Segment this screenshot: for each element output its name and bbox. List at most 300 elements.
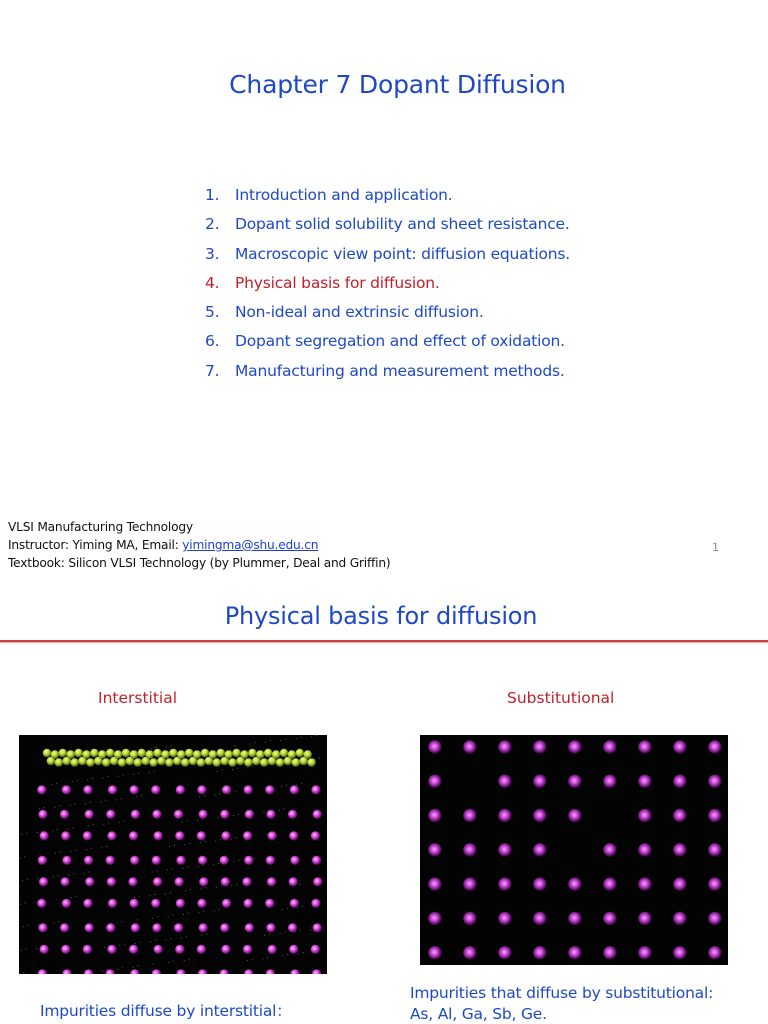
host-atom	[266, 969, 275, 974]
impurity-atom	[67, 750, 75, 758]
noise-dot	[300, 930, 301, 931]
host-atom	[107, 877, 116, 886]
noise-dot	[105, 800, 106, 801]
lattice-atom	[463, 877, 477, 891]
lattice-atom	[463, 946, 477, 960]
host-atom	[39, 877, 48, 886]
host-atom	[131, 923, 140, 932]
noise-dot	[311, 736, 312, 737]
impurity-atom	[288, 750, 296, 758]
impurity-atom	[296, 749, 304, 757]
lattice-atom	[498, 775, 512, 789]
interstitial-lattice-image	[19, 735, 327, 974]
noise-dot	[117, 969, 118, 970]
host-atom	[154, 945, 163, 954]
noise-dot	[301, 737, 302, 738]
noise-dot	[247, 960, 248, 961]
noise-dot	[232, 769, 233, 770]
lattice-atom	[638, 740, 652, 754]
host-atom	[130, 969, 139, 974]
noise-dot	[263, 811, 264, 812]
noise-dot	[216, 887, 217, 888]
noise-dot	[238, 814, 239, 815]
host-atom	[220, 969, 229, 974]
impurity-atom	[209, 750, 217, 758]
host-atom	[37, 899, 46, 908]
host-atom	[312, 969, 321, 974]
noise-dot	[88, 871, 89, 872]
noise-dot	[123, 774, 124, 775]
impurity-atom	[161, 750, 169, 758]
host-atom	[265, 899, 274, 908]
noise-dot	[235, 837, 236, 838]
lattice-atom	[498, 912, 512, 926]
noise-dot	[106, 846, 107, 847]
noise-dot	[133, 967, 134, 968]
host-atom	[152, 856, 161, 865]
host-atom	[85, 923, 94, 932]
noise-dot	[77, 780, 78, 781]
host-atom	[220, 856, 229, 865]
lattice-atom	[708, 843, 722, 857]
impurity-atom	[43, 749, 51, 757]
impurity-atom	[165, 758, 173, 766]
host-atom	[290, 856, 299, 865]
noise-dot	[236, 884, 237, 885]
noise-dot	[124, 944, 125, 945]
noise-dot	[173, 961, 174, 962]
noise-dot	[183, 914, 184, 915]
noise-dot	[70, 805, 71, 806]
host-atom	[221, 831, 230, 840]
noise-dot	[214, 910, 215, 911]
host-atom	[288, 923, 297, 932]
noise-dot	[165, 939, 166, 940]
noise-dot	[51, 784, 52, 785]
host-atom	[84, 969, 93, 974]
noise-dot	[56, 899, 57, 900]
noise-dot	[75, 850, 76, 851]
host-atom	[290, 785, 299, 794]
noise-dot	[76, 896, 77, 897]
lattice-atom	[533, 843, 547, 857]
noise-dot	[60, 851, 61, 852]
impurity-atom	[114, 750, 122, 758]
noise-dot	[213, 864, 214, 865]
noise-dot	[298, 953, 299, 954]
noise-dot	[168, 916, 169, 917]
noise-dot	[58, 875, 59, 876]
impurity-atom	[225, 750, 233, 758]
noise-dot	[233, 861, 234, 862]
lattice-atom	[428, 843, 442, 857]
noise-dot	[188, 913, 189, 914]
noise-dot	[23, 926, 24, 927]
noise-dot	[27, 879, 28, 880]
host-atom	[83, 831, 92, 840]
noise-dot	[247, 767, 248, 768]
host-atom	[60, 923, 69, 932]
host-atom	[62, 899, 71, 908]
substitutional-label: Substitutional	[507, 689, 615, 707]
noise-dot	[168, 962, 169, 963]
noise-dot	[53, 876, 54, 877]
noise-dot	[221, 885, 222, 886]
host-atom	[197, 785, 206, 794]
noise-dot	[199, 796, 200, 797]
impurity-atom	[102, 758, 110, 766]
impurity-atom	[70, 758, 78, 766]
host-atom	[244, 856, 253, 865]
noise-dot	[39, 808, 40, 809]
noise-dot	[281, 786, 282, 787]
noise-dot	[280, 740, 281, 741]
noise-dot	[167, 870, 168, 871]
noise-dot	[54, 807, 55, 808]
host-atom	[151, 785, 160, 794]
substitutional-caption: Impurities that diffuse by substitutional: As, Al, Ga, Sb, Ge.	[410, 984, 714, 1023]
lattice-atom	[708, 946, 722, 960]
impurity-atom	[146, 750, 154, 758]
noise-dot	[137, 919, 138, 920]
host-atom	[222, 899, 231, 908]
noise-dot	[203, 911, 204, 912]
noise-dot	[187, 867, 188, 868]
noise-dot	[135, 943, 136, 944]
impurity-atom	[82, 750, 90, 758]
noise-dot	[134, 897, 135, 898]
noise-dot	[59, 805, 60, 806]
noise-dot	[44, 807, 45, 808]
lattice-atom	[603, 843, 617, 857]
email-link[interactable]: yimingma@shu.edu.cn	[182, 538, 319, 552]
lattice-atom	[533, 912, 547, 926]
noise-dot	[186, 820, 187, 821]
lattice-atom	[673, 775, 687, 789]
noise-dot	[149, 895, 150, 896]
noise-dot	[101, 847, 102, 848]
noise-dot	[153, 964, 154, 965]
lattice-atom	[673, 740, 687, 754]
host-atom	[175, 831, 184, 840]
impurity-atom	[248, 749, 256, 757]
slide-2	[0, 585, 768, 1024]
noise-dot	[108, 822, 109, 823]
noise-dot	[37, 832, 38, 833]
host-atom	[130, 856, 139, 865]
lattice-atom	[498, 740, 512, 754]
host-atom	[176, 899, 185, 908]
noise-dot	[103, 824, 104, 825]
noise-dot	[72, 781, 73, 782]
noise-dot	[152, 918, 153, 919]
noise-dot	[287, 954, 288, 955]
noise-dot	[26, 833, 27, 834]
interstitial-lattice-svg	[19, 735, 327, 974]
lattice-atom	[428, 740, 442, 754]
host-atom	[130, 785, 139, 794]
host-atom	[197, 945, 206, 954]
impurity-atom	[280, 749, 288, 757]
impurity-atom	[228, 758, 236, 766]
impurity-atom	[86, 758, 94, 766]
impurity-atom	[98, 750, 106, 758]
host-atom	[289, 945, 298, 954]
impurity-atom	[149, 758, 157, 766]
impurity-atom	[138, 749, 146, 757]
lattice-atom	[638, 912, 652, 926]
toc-item: 1. Introduction and application.	[205, 186, 453, 204]
noise-dot	[303, 952, 304, 953]
host-atom	[175, 877, 184, 886]
host-atom	[311, 899, 320, 908]
toc-item-active: 4. Physical basis for diffusion.	[205, 273, 440, 292]
lattice-atom	[673, 877, 687, 891]
noise-dot	[150, 941, 151, 942]
noise-dot	[53, 922, 54, 923]
host-atom	[199, 923, 208, 932]
noise-dot	[122, 967, 123, 968]
impurity-atom	[181, 758, 189, 766]
noise-dot	[20, 904, 21, 905]
noise-dot	[154, 771, 155, 772]
noise-dot	[25, 948, 26, 949]
host-atom	[311, 945, 320, 954]
lattice-atom	[638, 877, 652, 891]
impurity-atom	[185, 749, 193, 757]
impurity-atom	[193, 750, 201, 758]
noise-dot	[299, 884, 300, 885]
host-atom	[40, 945, 49, 954]
noise-dot	[72, 827, 73, 828]
course-name: VLSI Manufacturing Technology	[8, 520, 193, 534]
lattice-atom	[673, 946, 687, 960]
lattice-atom	[498, 877, 512, 891]
lattice-atom	[463, 809, 477, 823]
host-atom	[106, 923, 115, 932]
host-atom	[266, 810, 275, 819]
host-atom	[244, 899, 253, 908]
host-atom	[199, 810, 208, 819]
noise-dot	[19, 858, 20, 859]
noise-dot	[302, 906, 303, 907]
noise-dot	[166, 747, 167, 748]
host-atom	[197, 899, 206, 908]
host-atom	[151, 899, 160, 908]
noise-dot	[286, 785, 287, 786]
impurity-atom	[240, 750, 248, 758]
impurity-atom	[51, 750, 59, 758]
noise-dot	[310, 929, 311, 930]
noise-dot	[171, 745, 172, 746]
lattice-atom	[568, 775, 582, 789]
impurity-atom	[276, 758, 284, 766]
impurity-atom	[197, 758, 205, 766]
noise-dot	[85, 803, 86, 804]
host-atom	[84, 856, 93, 865]
impurity-atom	[292, 758, 300, 766]
impurity-atom	[55, 758, 63, 766]
host-atom	[290, 969, 299, 974]
noise-dot	[182, 822, 183, 823]
noise-dot	[172, 868, 173, 869]
noise-dot	[100, 801, 101, 802]
host-atom	[176, 856, 185, 865]
noise-dot	[141, 795, 142, 796]
noise-dot	[88, 825, 89, 826]
lattice-atom	[673, 809, 687, 823]
host-atom	[220, 810, 229, 819]
noise-dot	[136, 796, 137, 797]
host-atom	[131, 810, 140, 819]
lattice-atom	[428, 946, 442, 960]
host-atom	[107, 831, 116, 840]
lattice-atom	[708, 912, 722, 926]
lattice-atom	[533, 877, 547, 891]
lattice-atom	[638, 843, 652, 857]
noise-dot	[52, 830, 53, 831]
noise-dot	[151, 871, 152, 872]
noise-dot	[285, 739, 286, 740]
noise-dot	[189, 843, 190, 844]
host-atom	[108, 785, 117, 794]
noise-dot	[139, 896, 140, 897]
host-atom	[175, 945, 184, 954]
lattice-atom	[463, 912, 477, 926]
host-atom	[107, 945, 116, 954]
lattice-atom	[463, 843, 477, 857]
host-atom	[62, 785, 71, 794]
noise-dot	[39, 854, 40, 855]
slide-footer	[8, 518, 390, 572]
noise-dot	[156, 870, 157, 871]
lattice-atom	[568, 946, 582, 960]
noise-dot	[170, 892, 171, 893]
noise-dot	[296, 784, 297, 785]
lattice-atom	[708, 775, 722, 789]
noise-dot	[219, 793, 220, 794]
noise-dot	[184, 844, 185, 845]
noise-dot	[204, 795, 205, 796]
noise-dot	[35, 902, 36, 903]
noise-dot	[270, 740, 271, 741]
noise-dot	[197, 820, 198, 821]
host-atom	[244, 969, 253, 974]
impurity-atom	[130, 750, 138, 758]
toc-item: 7. Manufacturing and measurement methods.	[205, 361, 565, 380]
host-atom	[243, 945, 252, 954]
noise-dot	[186, 936, 187, 937]
host-atom	[288, 810, 297, 819]
impurity-atom	[134, 758, 142, 766]
noise-dot	[262, 958, 263, 959]
host-atom	[106, 856, 115, 865]
host-atom	[154, 831, 163, 840]
noise-dot	[73, 873, 74, 874]
host-atom	[268, 831, 277, 840]
host-atom	[313, 923, 322, 932]
noise-dot	[282, 955, 283, 956]
noise-dot	[201, 935, 202, 936]
host-atom	[197, 831, 206, 840]
noise-dot	[38, 924, 39, 925]
lattice-atom	[498, 946, 512, 960]
host-atom	[198, 969, 207, 974]
noise-dot	[23, 972, 24, 973]
noise-dot	[170, 938, 171, 939]
lattice-atom	[428, 912, 442, 926]
host-atom	[245, 810, 254, 819]
noise-dot	[282, 909, 283, 910]
lattice-atom	[708, 809, 722, 823]
noise-dot	[238, 860, 239, 861]
lattice-atom	[533, 775, 547, 789]
noise-dot	[68, 875, 69, 876]
host-atom	[312, 856, 321, 865]
impurity-atom	[260, 758, 268, 766]
lattice-atom	[603, 946, 617, 960]
host-atom	[40, 831, 49, 840]
host-atom	[38, 969, 47, 974]
host-atom	[220, 923, 229, 932]
impurity-atom	[304, 750, 312, 758]
noise-dot	[198, 866, 199, 867]
noise-dot	[254, 858, 255, 859]
noise-dot	[217, 817, 218, 818]
host-atom	[108, 899, 117, 908]
noise-dot	[24, 856, 25, 857]
noise-dot	[21, 834, 22, 835]
noise-dot	[102, 970, 103, 971]
impurity-atom	[118, 758, 126, 766]
noise-dot	[156, 747, 157, 748]
noise-dot	[121, 798, 122, 799]
lattice-atom	[568, 740, 582, 754]
host-atom	[83, 945, 92, 954]
host-atom	[106, 810, 115, 819]
host-atom	[268, 945, 277, 954]
lattice-atom	[428, 877, 442, 891]
lattice-atom	[428, 809, 442, 823]
host-atom	[176, 969, 185, 974]
impurity-atom	[106, 749, 114, 757]
noise-dot	[237, 768, 238, 769]
noise-dot	[107, 776, 108, 777]
host-atom	[174, 810, 183, 819]
noise-dot	[90, 802, 91, 803]
noise-dot	[86, 849, 87, 850]
substitutional-lattice-image	[420, 735, 728, 965]
host-atom	[199, 877, 208, 886]
noise-dot	[296, 738, 297, 739]
host-atom	[130, 899, 139, 908]
lattice-atom	[638, 775, 652, 789]
noise-dot	[55, 853, 56, 854]
host-atom	[222, 785, 231, 794]
noise-dot	[91, 848, 92, 849]
noise-dot	[28, 925, 29, 926]
host-atom	[290, 899, 299, 908]
lattice-atom	[673, 843, 687, 857]
host-atom	[129, 831, 138, 840]
lattice-atom	[638, 946, 652, 960]
interstitial-caption: Impurities diffuse by interstitial：	[40, 1002, 292, 1020]
noise-dot	[280, 933, 281, 934]
noise-dot	[231, 839, 232, 840]
noise-dot	[301, 783, 302, 784]
noise-dot	[234, 745, 235, 746]
host-atom	[198, 856, 207, 865]
